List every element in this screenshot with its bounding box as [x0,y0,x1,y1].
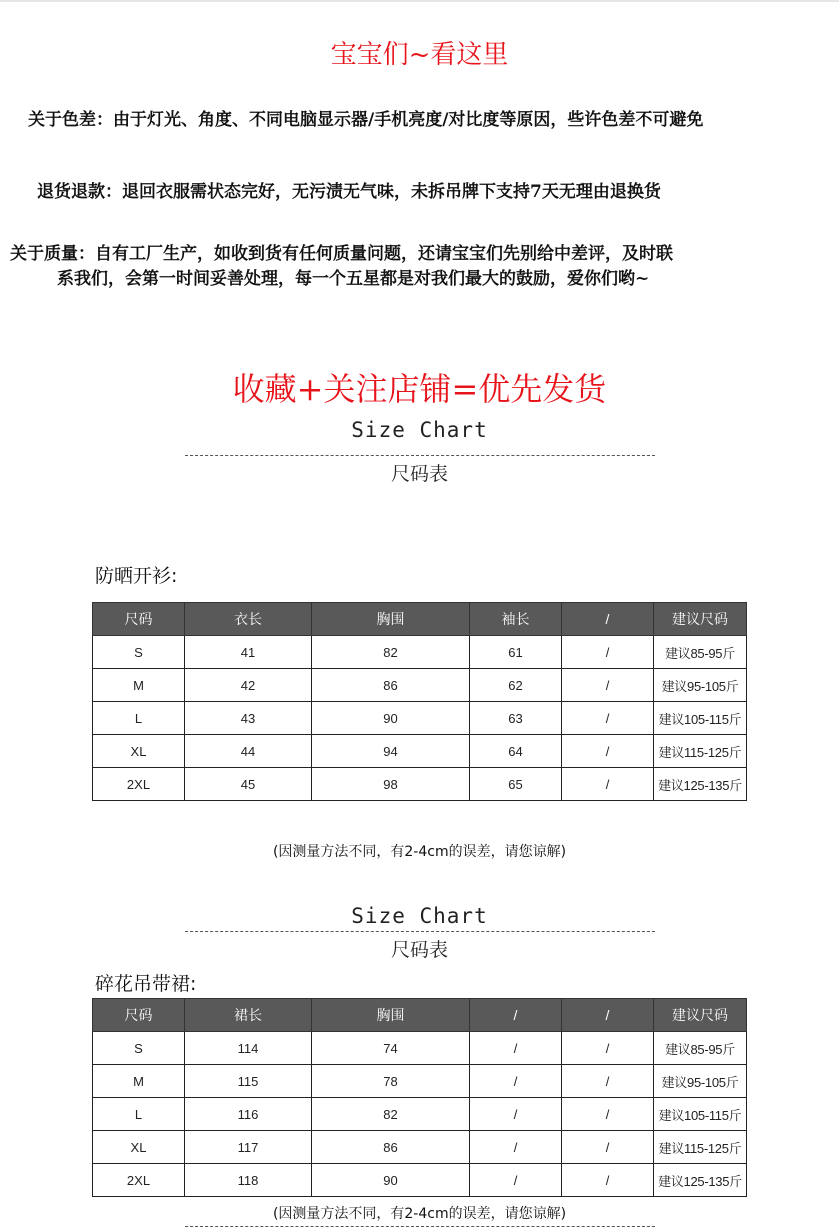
cell-recommended: 建议95-105斤 [654,669,747,702]
header-recommended: 建议尺码 [654,603,747,636]
header-blank: / [470,999,562,1032]
cell-size: L [93,1098,185,1131]
product-name-slip-dress: 碎花吊带裙: [95,973,197,995]
table-header-row [93,999,747,1032]
table-row [93,735,747,768]
table-row [93,636,747,669]
cell-length: 45 [185,768,312,801]
table-row [93,1065,747,1098]
color-difference-notice: 关于色差：由于灯光、角度、不同电脑显示器/手机亮度/对比度等原因，些许色差不可避免 [28,110,704,130]
table-row [93,702,747,735]
cell-size: XL [93,1131,185,1164]
cell-length: 116 [185,1098,312,1131]
cell-length: 117 [185,1131,312,1164]
size-chart-subtitle: 尺码表 [390,939,448,961]
cell-blank: / [562,1131,654,1164]
cell-sleeve: 62 [470,669,562,702]
cell-size: S [93,636,185,669]
size-chart-title: Size Chart [351,418,488,442]
cell-blank: / [562,735,654,768]
table-row [93,768,747,801]
cell-recommended: 建议115-125斤 [654,735,747,768]
cell-bust: 78 [312,1065,470,1098]
cell-blank: / [470,1065,562,1098]
size-chart-divider [185,455,655,456]
size-chart-subtitle: 尺码表 [390,463,448,485]
size-table-cardigan [92,602,747,801]
returns-policy-notice: 退货退款：退回衣服需状态完好，无污渍无气味，未拆吊牌下支持7天无理由退换货 [37,182,661,202]
cell-bust: 90 [312,1164,470,1197]
promo-banner: 收藏+关注店铺=优先发货 [232,370,607,408]
cell-sleeve: 61 [470,636,562,669]
table-header-row [93,603,747,636]
table-row [93,1131,747,1164]
cell-size: 2XL [93,768,185,801]
cell-bust: 90 [312,702,470,735]
header-length: 裙长 [185,999,312,1032]
cell-blank: / [562,1065,654,1098]
product-name-cardigan: 防晒开衫: [95,565,178,587]
cell-blank: / [470,1131,562,1164]
cell-size: S [93,1032,185,1065]
cell-length: 44 [185,735,312,768]
cell-blank: / [562,1098,654,1131]
cell-length: 43 [185,702,312,735]
cell-size: XL [93,735,185,768]
cell-bust: 74 [312,1032,470,1065]
cell-recommended: 建议85-95斤 [654,636,747,669]
cell-sleeve: 63 [470,702,562,735]
cell-blank: / [562,1032,654,1065]
header-size: 尺码 [93,999,185,1032]
header-bust: 胸围 [312,603,470,636]
header-blank: / [562,999,654,1032]
cell-sleeve: 65 [470,768,562,801]
size-table-slip-dress [92,998,747,1197]
header-bust: 胸围 [312,999,470,1032]
cell-recommended: 建议115-125斤 [654,1131,747,1164]
cell-recommended: 建议85-95斤 [654,1032,747,1065]
cell-blank: / [562,702,654,735]
measurement-note: (因测量方法不同，有2-4cm的误差，请您谅解) [272,844,567,860]
cell-bust: 82 [312,1098,470,1131]
cell-blank: / [470,1098,562,1131]
cell-length: 114 [185,1032,312,1065]
cell-recommended: 建议125-135斤 [654,768,747,801]
table-row [93,669,747,702]
header-size: 尺码 [93,603,185,636]
cell-bust: 98 [312,768,470,801]
cell-recommended: 建议105-115斤 [654,702,747,735]
notice-heading: 宝宝们~看这里 [330,40,509,70]
header-sleeve: 袖长 [470,603,562,636]
top-divider [0,0,839,2]
cell-bust: 86 [312,1131,470,1164]
cell-bust: 82 [312,636,470,669]
cell-sleeve: 64 [470,735,562,768]
header-length: 衣长 [185,603,312,636]
cell-recommended: 建议105-115斤 [654,1098,747,1131]
size-chart-title: Size Chart [351,904,488,928]
header-blank: / [562,603,654,636]
cell-length: 118 [185,1164,312,1197]
cell-blank: / [562,669,654,702]
cell-blank: / [562,1164,654,1197]
cell-size: M [93,669,185,702]
cell-length: 41 [185,636,312,669]
cell-blank: / [470,1164,562,1197]
cell-blank: / [562,768,654,801]
header-recommended: 建议尺码 [654,999,747,1032]
bottom-divider [185,1226,655,1227]
cell-size: 2XL [93,1164,185,1197]
measurement-note: (因测量方法不同，有2-4cm的误差，请您谅解) [272,1206,567,1222]
cell-recommended: 建议125-135斤 [654,1164,747,1197]
cell-blank: / [562,636,654,669]
cell-length: 115 [185,1065,312,1098]
cell-recommended: 建议95-105斤 [654,1065,747,1098]
cell-size: M [93,1065,185,1098]
table-row [93,1032,747,1065]
cell-bust: 86 [312,669,470,702]
cell-blank: / [470,1032,562,1065]
cell-bust: 94 [312,735,470,768]
cell-size: L [93,702,185,735]
size-chart-divider [185,931,655,932]
cell-length: 42 [185,669,312,702]
table-row [93,1098,747,1131]
table-row [93,1164,747,1197]
quality-notice-line1: 关于质量：自有工厂生产，如收到货有任何质量问题，还请宝宝们先别给中差评，及时联 [10,244,673,264]
quality-notice-line2: 系我们，会第一时间妥善处理，每一个五星都是对我们最大的鼓励，爱你们哟~ [57,269,650,289]
